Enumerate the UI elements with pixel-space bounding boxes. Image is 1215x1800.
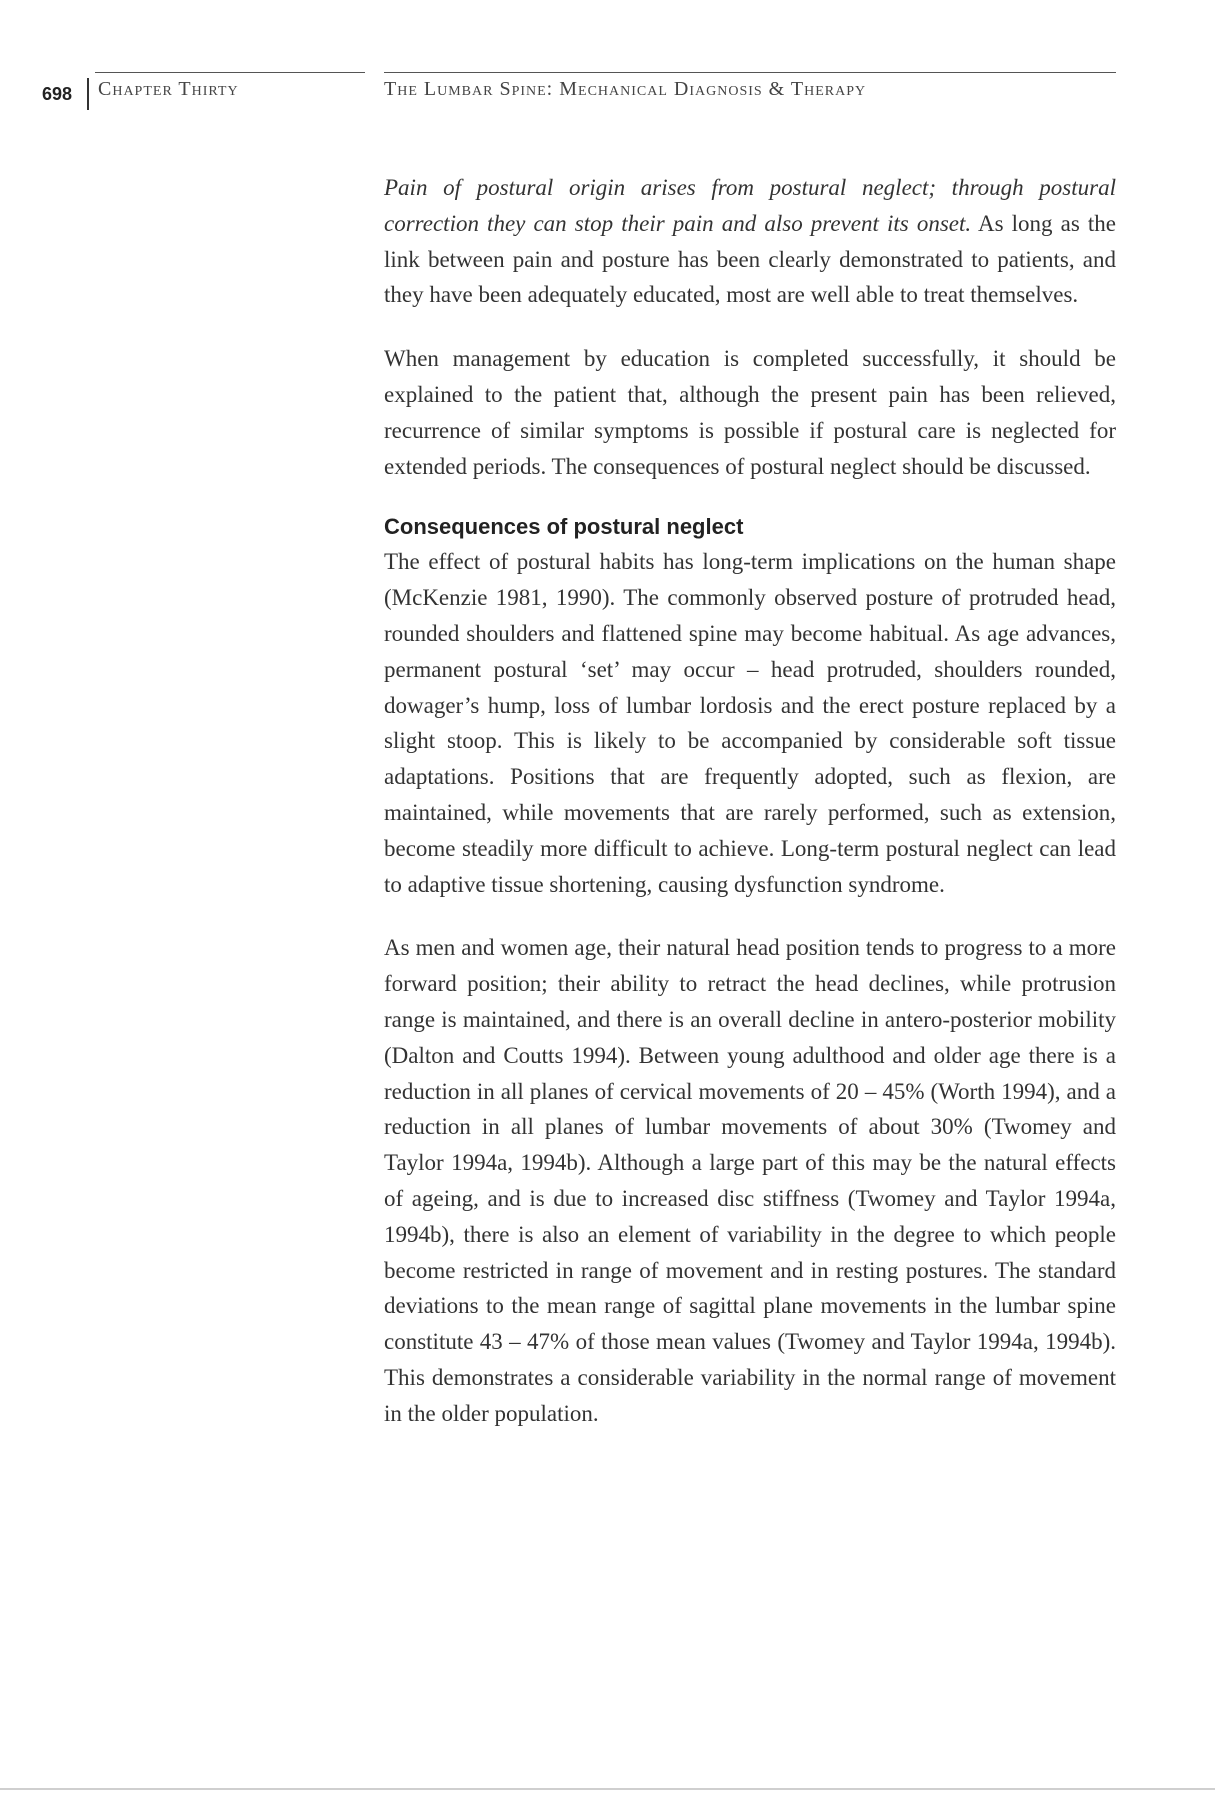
running-title: The Lumbar Spine: Mechanical Diagnosis & Therapy xyxy=(384,78,867,100)
italic-lead-sentence: Pain of postural origin arises from postural neglect; through postural correction they can stop their pain and also prevent its onset. xyxy=(384,175,1116,236)
paragraph-postural-habits: The effect of postural habits has long-term implications on the human shape (McKenzie 1981, 1990). The commonly observed posture of protruded head, rounded shoulders and flattened spine may become habitual. As age advances, permanent postural ‘set’ may occur – head protruded, shoulders rounded, dowager’s hump, loss of lumbar lordosis and the erect posture replaced by a slight stoop. This is likely to be accompanied by considerable soft tissue adaptations. Positions that are frequently adopted, such as flexion, are maintained, while movements that are rarely performed, such as extension, become steadily more difficult to achieve. Long-term postural neglect can lead to adaptive tissue shortening, causing dysfunction syndrome. xyxy=(384,549,1116,897)
chapter-label: Chapter Thirty xyxy=(98,78,239,100)
paragraph-management-education: When management by education is completed successfully, it should be explained to the patient that, although the present pain has been relieved, recurrence of similar symptoms is possible if postural care is neglected for extended periods. The consequences of postural neglect should be discussed. xyxy=(384,346,1116,479)
section-heading: Consequences of postural neglect xyxy=(384,514,744,540)
chapter-rule xyxy=(95,72,365,73)
paragraph-postural-origin xyxy=(384,170,1116,313)
paragraph-ageing-mobility: As men and women age, their natural head position tends to progress to a more forward position; their ability to retract the head declines, while protrusion range is maintained, and there is an overall decline in antero-posterior mobility (Dalton and Coutts 1994). Between young adulthood and older age there is a reduction in all planes of cervical movements of 20 – 45% (Worth 1994), and a reduction in all planes of lumbar movements of about 30% (Twomey and Taylor 1994a, 1994b). Although a large part of this may be the natural effects of ageing, and is due to increased disc stiffness (Twomey and Taylor 1994a, 1994b), there is also an element of variability in the degree to which people become restricted in range of movement and in resting postures. The standard deviations to the mean range of sagittal plane movements in the lumbar spine constitute 43 – 47% of those mean values (Twomey and Taylor 1994a, 1994b). This demonstrates a considerable variability in the normal range of movement in the older population. xyxy=(384,935,1116,1426)
page-bottom-edge xyxy=(0,1788,1215,1790)
running-title-rule xyxy=(384,72,1116,73)
page-number-divider xyxy=(87,78,89,110)
main-content xyxy=(384,170,1116,1460)
paragraph-text: As long as the link between pain and posture has been clearly demonstrated to patients, and they have been adequately educated, most are well able to treat themselves. xyxy=(384,210,1116,308)
page-number: 698 xyxy=(42,84,73,104)
